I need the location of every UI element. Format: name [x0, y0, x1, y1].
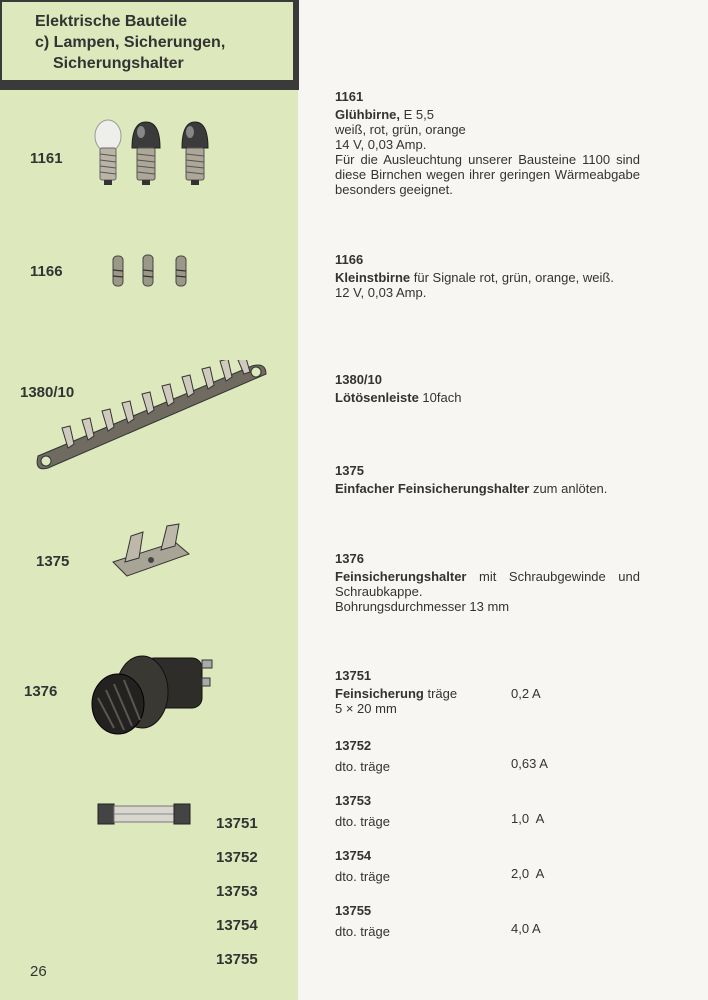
- item-1375: 1375 Einfacher Feinsicherungshalter zum anlöten.: [335, 463, 608, 496]
- label-13755: 13755: [216, 951, 258, 968]
- item-code: 13755: [335, 903, 372, 918]
- fuse-holder-clip-image: [105, 522, 195, 584]
- label-1166: 1166: [30, 263, 63, 280]
- item-13751: 13751 Feinsicherung träge 5 × 20 mm: [335, 668, 458, 716]
- header-line-2: c) Lampen, Sicherungen,: [35, 34, 226, 51]
- item-code: 1161: [335, 89, 364, 104]
- item-13753: 13753 dto. träge: [335, 793, 390, 829]
- bulb-clear: [95, 120, 121, 185]
- mini-bulbs-image: [108, 250, 193, 290]
- label-13751: 13751: [216, 815, 258, 832]
- label-13752: 13752: [216, 849, 258, 866]
- item-code: 13753: [335, 793, 372, 808]
- item-name: Einfacher Feinsicherungshalter: [335, 481, 530, 496]
- item-name: Glühbirne,: [335, 107, 400, 122]
- section-header: [0, 0, 299, 90]
- value-13754: 2,0 A: [511, 866, 545, 881]
- value-13753: 1,0 A: [511, 811, 545, 826]
- label-13753: 13753: [216, 883, 258, 900]
- item-code: 13752: [335, 738, 372, 753]
- item-1161: 1161 Glühbirne, E 5,5 weiß, rot, grün, orange 14 V, 0,03 Amp. Für die Ausleuchtung unserer Bausteine 1100 sind diese Birnchen wegen ihrer geringen Wärmeabgabe besonders geeignet.: [335, 89, 640, 197]
- value-13755: 4,0 A: [511, 921, 541, 936]
- label-1380-10: 1380/10: [20, 384, 75, 401]
- page-number: 26: [30, 963, 47, 980]
- item-name: Kleinstbirne: [335, 270, 411, 285]
- item-1380-10: 1380/10 Lötösenleiste 10fach: [335, 372, 462, 405]
- item-name: Lötösenleiste: [335, 390, 419, 405]
- item-1376: 1376 Feinsicherungshalter mit Schraubgewinde und Schraubkappe. Bohrungsdurchmesser 13 mm: [335, 551, 640, 614]
- label-1376: 1376: [24, 683, 58, 700]
- label-13754: 13754: [216, 917, 258, 934]
- value-13751: 0,2 A: [511, 686, 541, 701]
- item-code: 1375: [335, 463, 364, 478]
- solder-lug-strip-image: [30, 360, 270, 475]
- header-line-3: Sicherungshalter: [53, 55, 184, 72]
- item-code: 1376: [335, 551, 364, 566]
- item-1166: 1166 Kleinstbirne für Signale rot, grün, orange, weiß. 12 V, 0,03 Amp.: [335, 252, 640, 300]
- bulb-dark-1: [132, 122, 160, 185]
- label-1375: 1375: [36, 553, 70, 570]
- item-code: 13754: [335, 848, 372, 863]
- header-line-1: Elektrische Bauteile: [35, 13, 188, 30]
- item-13752: 13752 dto. träge: [335, 738, 390, 774]
- fine-fuse-image: [96, 800, 192, 828]
- item-13755: 13755 dto. träge: [335, 903, 390, 939]
- value-13752: 0,63 A: [511, 756, 548, 771]
- label-1161: 1161: [30, 150, 63, 167]
- item-name: Feinsicherungshalter: [335, 569, 467, 584]
- fuse-holder-screw-image: [84, 640, 219, 740]
- header-rule: [0, 80, 298, 86]
- item-code: 13751: [335, 668, 372, 683]
- item-code: 1380/10: [335, 372, 382, 387]
- bulbs-e55-image: [88, 118, 218, 190]
- item-13754: 13754 dto. träge: [335, 848, 390, 884]
- item-name: Feinsicherung: [335, 686, 424, 701]
- item-code: 1166: [335, 252, 364, 267]
- bulb-dark-2: [182, 122, 208, 185]
